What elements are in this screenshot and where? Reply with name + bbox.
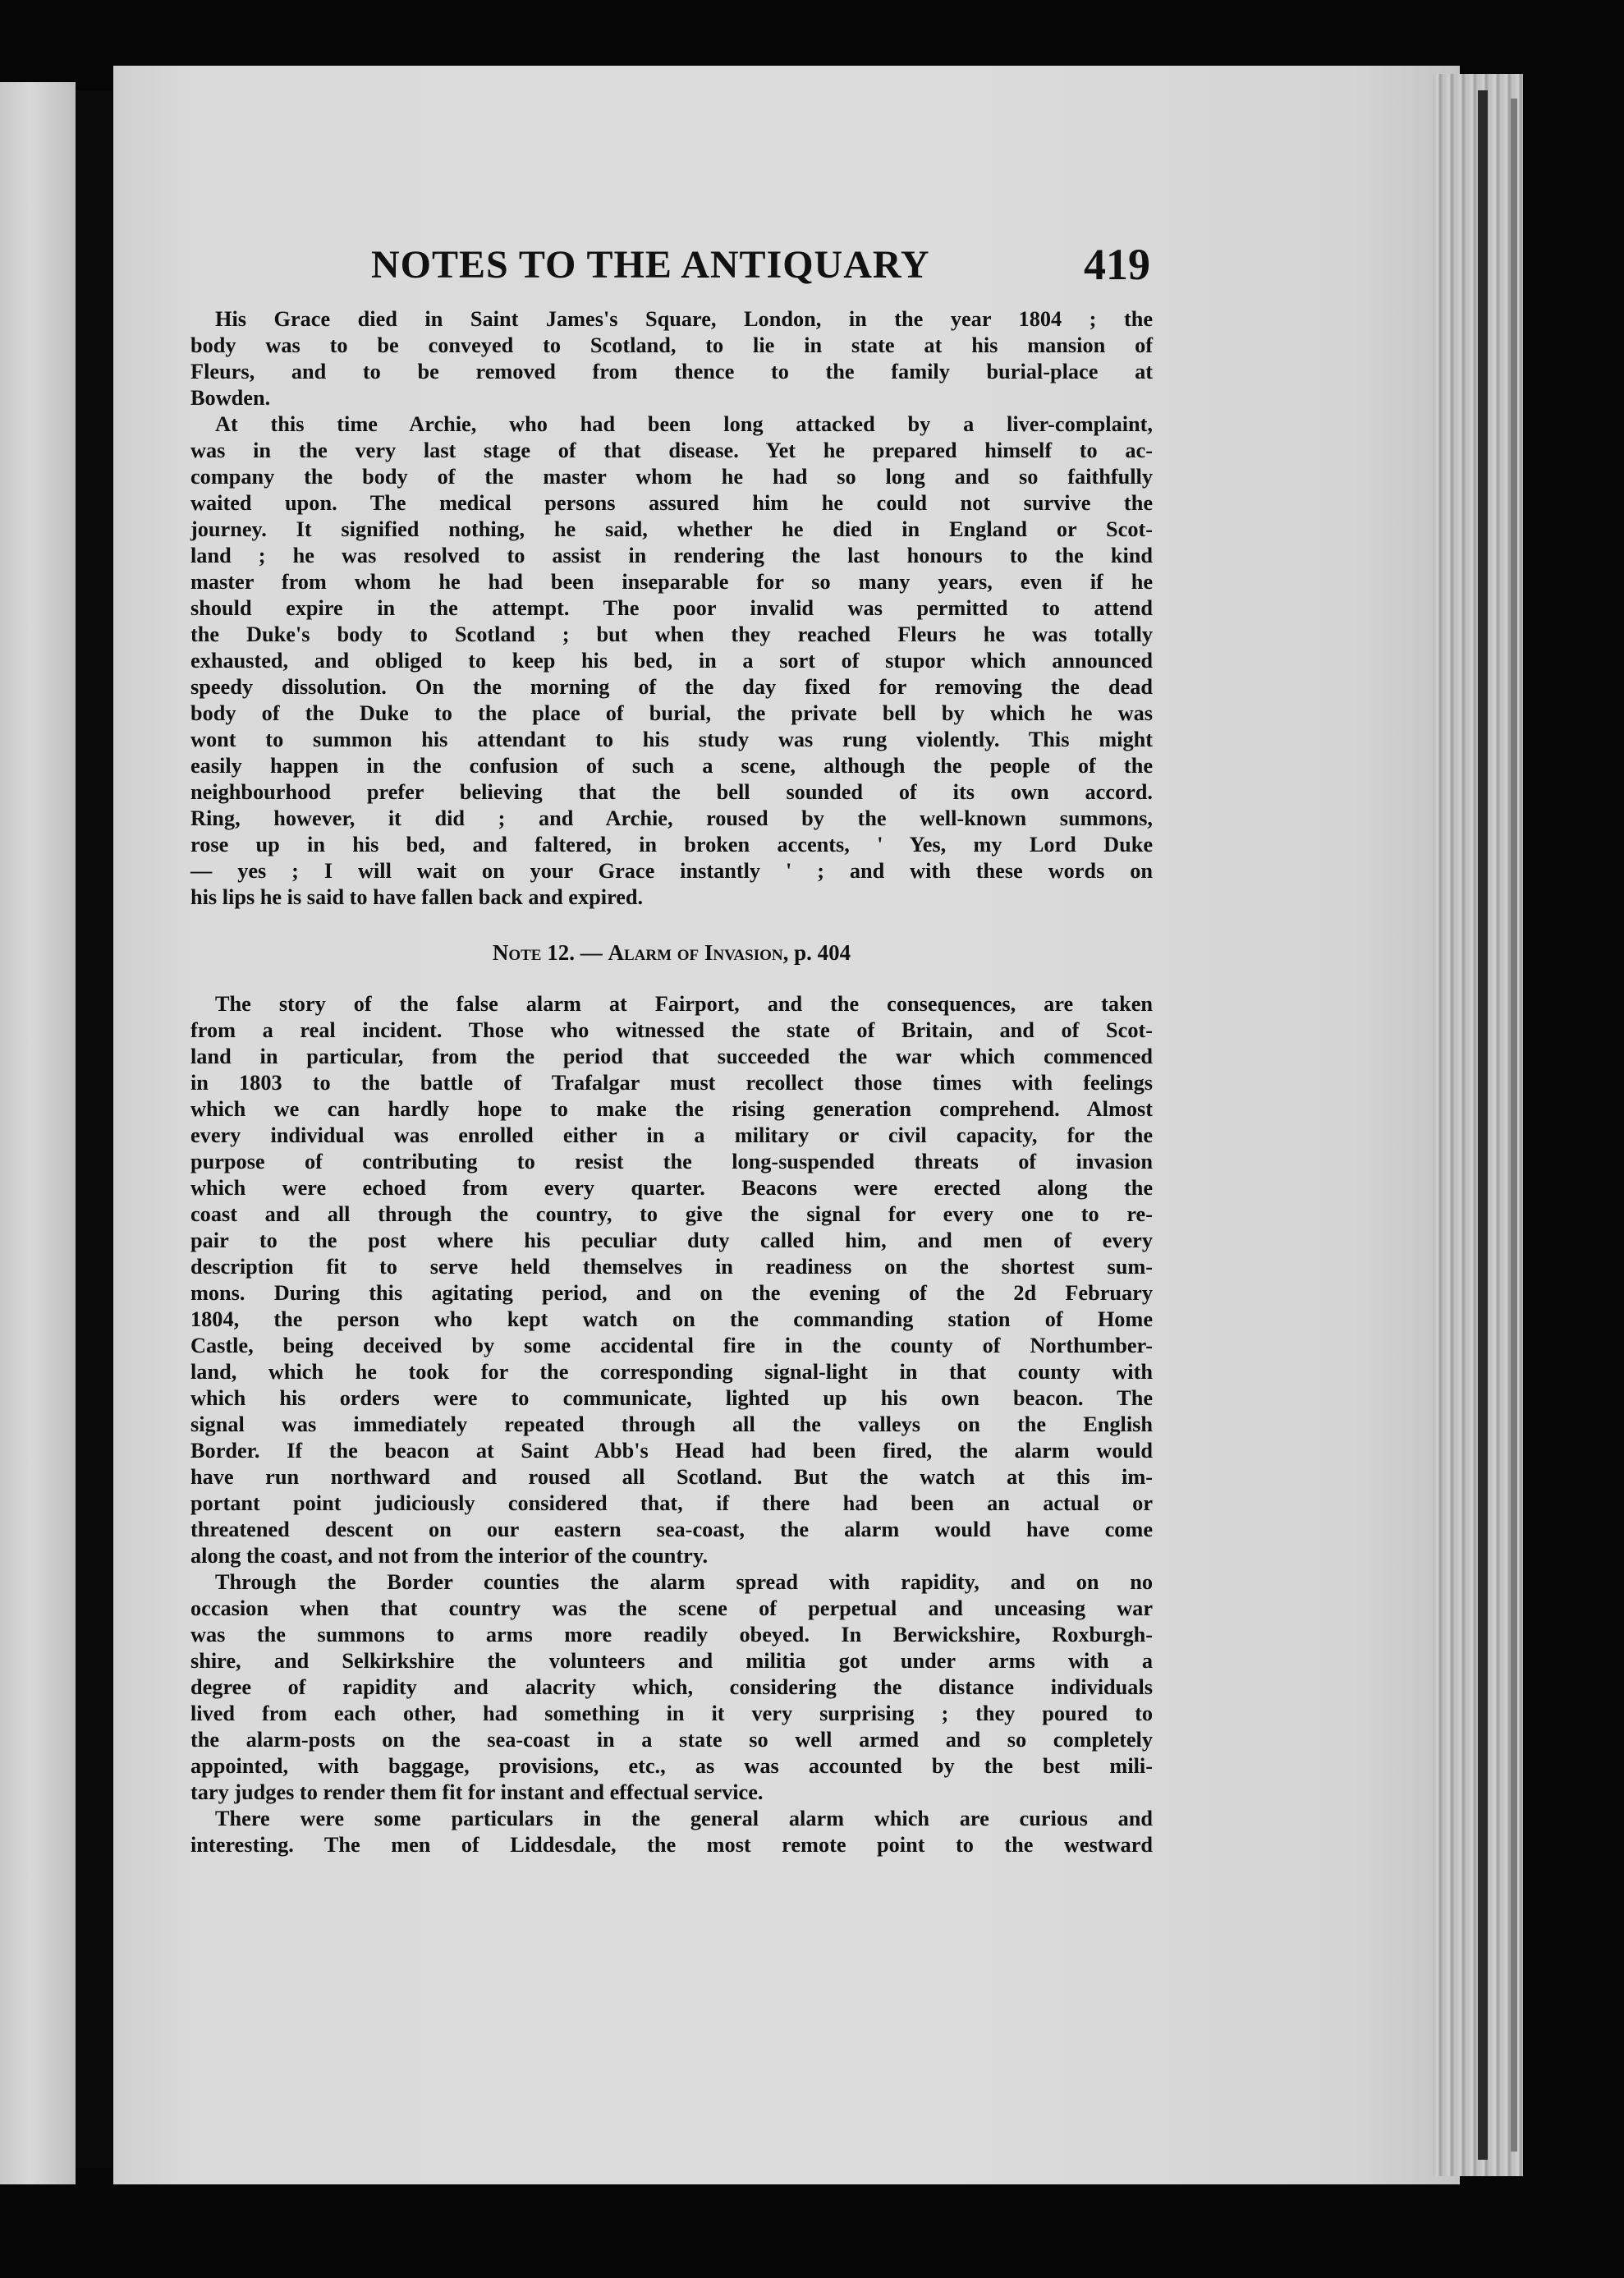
note-label: Note 12. — [492, 940, 603, 965]
text-line: portant point judiciously considered that, if there had been an actual or [190, 1491, 1153, 1515]
page-edge-shadow [1478, 90, 1488, 2160]
text-line: signal was immediately repeated through all the valleys on the English [190, 1412, 1153, 1436]
text-line: coast and all through the country, to give the signal for every one to re- [190, 1202, 1153, 1226]
text-line: — yes ; I will wait on your Grace instantly ' ; and with these words on [190, 859, 1153, 883]
paragraph-border-counties [190, 1569, 1153, 1806]
paragraph-false-alarm [190, 991, 1153, 1569]
text-line: lived from each other, had something in it very surprising ; they poured to [190, 1702, 1153, 1725]
text-line: was the summons to arms more readily obeyed. In Berwickshire, Roxburgh- [190, 1623, 1153, 1646]
text-line: Fleurs, and to be removed from thence to the family burial-place at [190, 360, 1153, 383]
text-line: land, which he took for the corresponding signal-light in that county with [190, 1360, 1153, 1384]
text-line: have run northward and roused all Scotland. But the watch at this im- [190, 1465, 1153, 1489]
text-line: which were echoed from every quarter. Beacons were erected along the [190, 1176, 1153, 1200]
facing-page-margin [0, 82, 76, 2184]
text-line: neighbourhood prefer believing that the bell sounded of its own accord. [190, 780, 1153, 804]
text-line: exhausted, and obliged to keep his bed, in a sort of stupor which announced [190, 649, 1153, 673]
text-line: Castle, being deceived by some accidental fire in the county of Northumber- [190, 1334, 1153, 1357]
text-line: pair to the post where his peculiar duty called him, and men of every [190, 1229, 1153, 1252]
running-head [190, 242, 1153, 306]
text-line: description fit to serve held themselves in readiness on the shortest sum- [190, 1255, 1153, 1279]
note-title: Alarm of Invasion, [608, 940, 789, 965]
text-line: from a real incident. Those who witnessed the state of Britain, and of Scot- [190, 1018, 1153, 1042]
text-line: which we can hardly hope to make the rising generation comprehend. Almost [190, 1097, 1153, 1121]
text-line: land in particular, from the period that succeeded the war which commenced [190, 1045, 1153, 1068]
paragraph-archie [190, 411, 1153, 911]
text-line: Through the Border counties the alarm spread with rapidity, and on no [215, 1570, 1153, 1594]
text-line: every individual was enrolled either in a military or civil capacity, for the [190, 1123, 1153, 1147]
text-line: Ring, however, it did ; and Archie, roused by the well-known summons, [190, 806, 1153, 830]
page-number: 419 [1084, 240, 1150, 289]
text-line: wont to summon his attendant to his study was rung violently. This might [190, 728, 1153, 751]
text-line: journey. It signified nothing, he said, whether he died in England or Scot- [190, 517, 1153, 541]
text-line: threatened descent on our eastern sea-coast, the alarm would have come [190, 1518, 1153, 1541]
text-line: degree of rapidity and alacrity which, considering the distance individuals [190, 1675, 1153, 1699]
text-block [190, 242, 1153, 1858]
text-line: tary judges to render them fit for instant and effectual service. [190, 1780, 764, 1804]
book-gutter [76, 90, 112, 2168]
text-line: in 1803 to the battle of Trafalgar must recollect those times with feelings [190, 1071, 1153, 1095]
text-line: which his orders were to communicate, lighted up his own beacon. The [190, 1386, 1153, 1410]
text-line: appointed, with baggage, provisions, etc., as was accounted by the best mili- [190, 1754, 1153, 1778]
note-heading [190, 939, 1153, 967]
text-line: At this time Archie, who had been long attacked by a liver-complaint, [215, 412, 1153, 436]
text-line: His Grace died in Saint James's Square, London, in the year 1804 ; the [215, 307, 1153, 331]
text-line: Border. If the beacon at Saint Abb's Head had been fired, the alarm would [190, 1439, 1153, 1463]
running-title: NOTES TO THE ANTIQUARY [371, 243, 930, 287]
text-line: his lips he is said to have fallen back and expired. [190, 885, 644, 909]
text-line: rose up in his bed, and faltered, in broken accents, ' Yes, my Lord Duke [190, 833, 1153, 857]
text-line: interesting. The men of Liddesdale, the most remote point to the westward [190, 1833, 1153, 1857]
text-line: purpose of contributing to resist the long-suspended threats of invasion [190, 1150, 1153, 1173]
text-line: 1804, the person who kept watch on the commanding station of Home [190, 1307, 1153, 1331]
text-line: Bowden. [190, 386, 271, 410]
text-line: There were some particulars in the general alarm which are curious and [215, 1807, 1153, 1830]
text-line: company the body of the master whom he had so long and so faithfully [190, 465, 1153, 489]
paragraph-grace-died [190, 306, 1153, 411]
note-page-ref: p. 404 [794, 940, 851, 965]
paragraph-particulars [190, 1806, 1153, 1858]
text-line: should expire in the attempt. The poor invalid was permitted to attend [190, 596, 1153, 620]
text-line: body was to be conveyed to Scotland, to lie in state at his mansion of [190, 333, 1153, 357]
text-line: was in the very last stage of that disease. Yet he prepared himself to ac- [190, 439, 1153, 462]
text-line: easily happen in the confusion of such a scene, although the people of the [190, 754, 1153, 778]
text-line: mons. During this agitating period, and on the evening of the 2d February [190, 1281, 1153, 1305]
text-line: shire, and Selkirkshire the volunteers and militia got under arms with a [190, 1649, 1153, 1673]
text-line: master from whom he had been inseparable for so many years, even if he [190, 570, 1153, 594]
text-line: the Duke's body to Scotland ; but when they reached Fleurs he was totally [190, 622, 1153, 646]
text-line: The story of the false alarm at Fairport, and the consequences, are taken [215, 992, 1153, 1016]
text-line: along the coast, and not from the interior of the country. [190, 1544, 709, 1568]
text-line: land ; he was resolved to assist in rendering the last honours to the kind [190, 544, 1153, 567]
text-line: the alarm-posts on the sea-coast in a state so well armed and so completely [190, 1728, 1153, 1752]
page-edge-shadow-secondary [1511, 99, 1517, 2152]
text-line: speedy dissolution. On the morning of the day fixed for removing the dead [190, 675, 1153, 699]
text-line: waited upon. The medical persons assured him he could not survive the [190, 491, 1153, 515]
text-line: occasion when that country was the scene of perpetual and unceasing war [190, 1596, 1153, 1620]
text-line: body of the Duke to the place of burial, the private bell by which he was [190, 701, 1153, 725]
